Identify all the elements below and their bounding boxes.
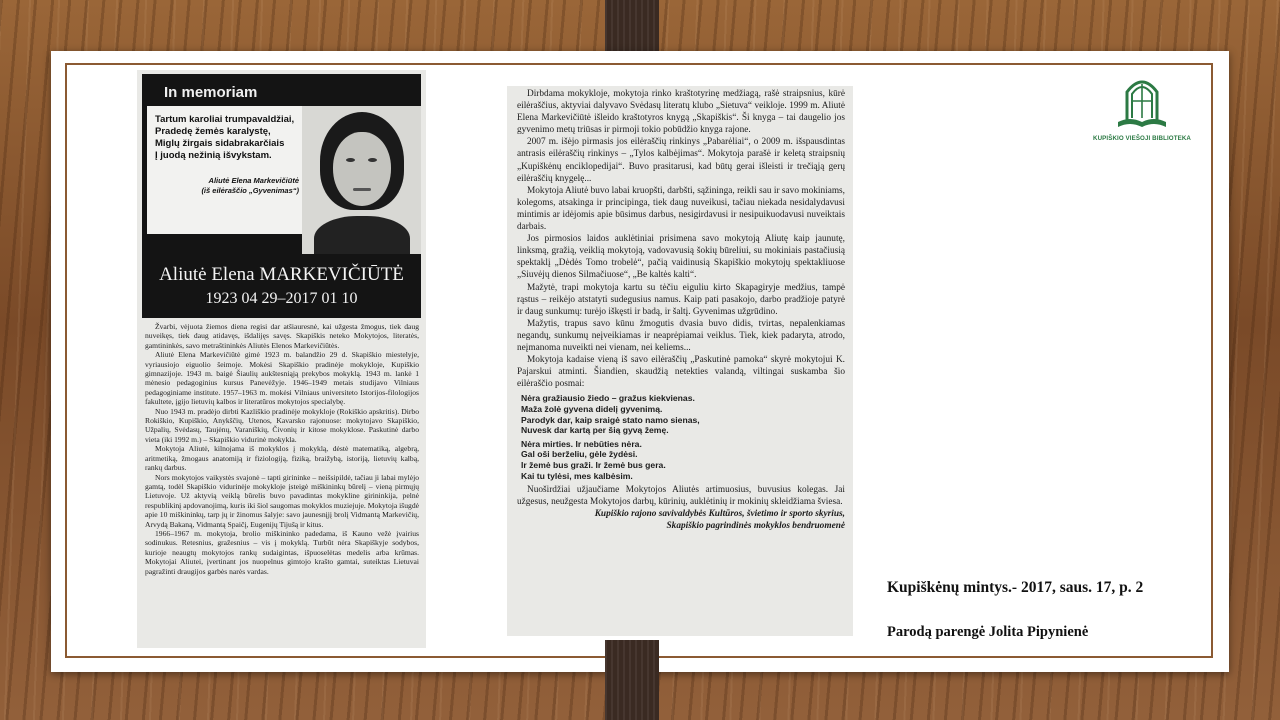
poem-stanza-2 [521,439,845,481]
signature-line: Kupiškio rajono savivaldybės Kultūros, švietimo ir sporto skyrius, [594,509,845,520]
library-window-book-icon [1082,70,1202,132]
epigraph-line: Į juodą nežinią išvykstam. [155,150,272,161]
portrait-mouth [353,188,371,191]
epigraph-box [147,106,302,234]
portrait-eye-right [368,158,377,162]
signature [517,508,845,532]
poem-line: Maža žolė gyvena didelį gyvenimą. [521,403,663,414]
newspaper-clipping-left [137,70,426,648]
poem-line: Kai tu tylėsi, mes kalbėsim. [521,470,633,481]
in-memoriam-heading: In memoriam [164,84,258,101]
obituary-paragraph: Mokytoja Aliutė, kilnojama iš mokyklos į mokyklą, dėstė matematiką, algebrą, aritmetiką, žmogaus anatomiją ir fiziologiją, fiziką, braižybą, istoriją, lietuvių kalbą, rankų darbus. [145,444,419,473]
library-logo-text: KUPIŠKIO VIEŠOJI BIBLIOTEKA [1093,135,1191,142]
obituary-paragraph: Aliutė Elena Markevičiūtė gimė 1923 m. balandžio 29 d. Skapiškio miestelyje, vyriausiojo eiguolio šeimoje. Mokėsi Skapiškio pradinėje mokykloje, Kupiškio gimnazijoje. 1943 m. baigė Šiaulių aukštesniąją prekybos mokyklą. 1943 m. lankė 1 mėnesio pedagoginius kursus Panevėžyje. 1946–1949 metais studijavo Vilniaus pedagoginiame institute. 1957–1963 m. mokėsi Vilniaus universiteto Istorijos-filologijos fakultete, įgijo lietuvių kalbos ir literatūros mokytojos specialybę. [145,350,419,407]
portrait-photo [302,106,421,254]
obituary-paragraph: Nors mokytojos vaikystės svajonė – tapti girininke – neišsipildė, tačiau ji labai mylėjo gamtą, todėl Skapiškio vidurinėje mokykloje įsteigė miškininkų būrelį – vieną pirmųjų Lietuvoje. Už aktyvią veiklą būrelis buvo pavadintas mokykline girininkija, pelnė respublikinį apdovanojimą, kuris iki šiol saugomas mokyklos muziejuje. Mokytoja išugdė apie 10 miškininkų, tarp jų ir žinomus šalyje: savo jaunesnįjį brolį Vidmantą Markevičių, Arvydą Bakaną, Vidmantą Spaičį, Eugenijų Tijušą ir kitus. [145,472,419,529]
signature-line: Skapiškio pagrindinės mokyklos bendruomenė [666,521,845,532]
obituary-paragraph: Jos pirmosios laidos auklėtiniai prisimena savo mokytoją Aliutę kaip jaunutę, linksmą, gražią, veiklią mokytoją, vadovavusią šokių būreliui, su mokiniais pastačiusią spektaklį „Dėdės Tomo trobelė“, pačią vaidinusią Skapiškio mokytojų spektakliuose „Siuvėjų dienos Silmačiuose“, „Be kaltės kalti“. [517,234,845,281]
poem-line: Nuvesk dar kartą per šią gyvą žemę. [521,425,669,436]
poem-line: Gal oši berželiu, gėle žydėsi. [521,449,638,460]
epigraph-author: Aliutė Elena Markevičiūtė [208,176,299,185]
life-dates: 1923 04 29–2017 01 10 [205,290,358,307]
poem-line: Nėra mirties. Ir nebūties nėra. [521,438,642,449]
ribbon-bottom [605,640,659,720]
poem-line: Ir žemė bus graži. Ir žemė bus gera. [521,459,666,470]
obituary-paragraph: 1966–1967 m. mokytoja, brolio miškininko padedama, iš Kauno vežė įvairius sodinukus. Retesnius, gražesnius – vis į mokyklą. Turbūt nėra Skapiškyje sodybos, kurioje neaugtų mokytojos rankų sudaigintas, išpuoselėtas medelis arba krūmas. Mokytojai Aliutei, įvertinant jos nuopelnus gimtojo krašto gamtai, suteiktas Lietuvai pagražinti draugijos garbės narės vardas. [145,528,419,576]
epigraph-source [187,176,299,196]
source-citation: Kupiškėnų mintys.- 2017, saus. 17, p. 2 [887,579,1144,596]
condolence-paragraph: Nuoširdžiai užjaučiame Mokytojos Aliutės artimuosius, buvusius kolegas. Jai užgesus, neužgesta Mokytojos darbų, kūrinių, auklėtinių ir mokinių skleidžiama šviesa. [517,485,845,508]
deceased-name: Aliutė Elena MARKEVIČIŪTĖ [159,264,404,285]
library-logo [1082,70,1202,152]
exhibition-credit: Parodą parengė Jolita Pipynienė [887,624,1089,640]
obituary-paragraph: Žvarbi, vėjuota žiemos diena regisi dar atšiauresnė, kai užgesta žmogus, tiek daug nuveikęs, tiek daug atidavęs, išdalijęs savęs. Skapiškis neteko Mokytojos, literatės, gamtininkės, savo metraštininkės Aliutės Elenos Markevičiūtės. [145,322,419,350]
poem-line: Nėra gražiausio žiedo – gražus kiekvienas. [521,393,695,404]
obituary-paragraph: Mažytis, trapus savo kūnu žmogutis dvasia buvo didis, tvirtas, nepalenkiamas negandų, sunkumų neįveikiamas ir neaprėpiamai veiklus. Tiek, kiek padaryta, atrodo, neįmanoma nuveikti nei vienam, nei keliems... [517,318,845,353]
portrait-eye-left [346,158,355,162]
newspaper-clipping-right [507,86,853,636]
portrait-face [333,132,391,206]
obituary-paragraph: 2007 m. išėjo pirmasis jos eilėraščių rinkinys „Pabarėliai“, o 2009 m. išspausdintas antrasis eilėraščių rinkinys – „Tylos kalbėjimas“. Mokytoja parašė ir keletą straipsnių „Kupiškėnų enciklopedijai“. Buvo prasitarusi, kad būtų gerai išleisti ir trečiąją gerų eilėraščių knygelę... [517,137,845,184]
obituary-paragraph: Mokytoja kadaise vieną iš savo eilėraščių „Paskutinė pamoka“ skyrė mokytojui K. Pajarskui atminti. Šiandien, skaudžią netekties valandą, viltingai suskamba šio eilėraščio posmai: [517,355,845,390]
obituary-body-right [517,88,845,532]
memoriam-header-block [142,74,421,318]
epigraph-work: (iš eilėraščio „Gyvenimas“) [201,186,299,195]
epigraph-line: Pradedę žemės karalystę, [155,126,271,137]
obituary-paragraph: Mažytė, trapi mokytoja kartu su tėčiu eiguliu kirto Skapagiryje medžius, tampė rąstus – reikėjo atstatyti sudegusius namus. Kaip pati pasakojo, darbo pradžioje patyrė ir daug sunkumų: turėjo iškęsti ir badą, ir šaltį. Gyvenimas užgrūdino. [517,282,845,317]
poem-stanza-1 [521,393,845,435]
epigraph-poem [155,114,295,162]
portrait-shoulders [314,216,410,254]
obituary-paragraph: Mokytoja Aliutė buvo labai kruopšti, darbšti, sąžininga, reikli sau ir savo mokiniams, kolegoms, atsakinga ir principinga, tiek daug nuveikusi, tačiau niekada nesidalydavusi mintimis ar idėjomis apie būsimus darbus, nesigirdavusi ir nesipuikuodavusi nuveiktais darbais. [517,185,845,233]
epigraph-line: Tartum karoliai trumpavaldžiai, [155,114,295,125]
epigraph-line: Miglų žirgais sidabrakarčiais [155,138,285,149]
obituary-paragraph: Nuo 1943 m. pradėjo dirbti Kazliškio pradinėje mokykloje (Rokiškio apskritis). Dirbo Rokiškio, Kupiškio, Anykščių, Utenos, Kavarsko rajonuose: mokytojavo Skapiškio, Užpalių, Svėdasų, Taujėnų, Varaniškių, Čivonių ir kitose mokyklose. Paskutinė darbo vieta (iki 1992 m.) – Skapiškio vidurinė mokykla. [145,406,419,444]
obituary-paragraph: Dirbdama mokykloje, mokytoja rinko kraštotyrinę medžiagą, rašė straipsnius, kūrė eilėraščius, aktyviai dalyvavo Svėdasų literatų klubo „Sietuva“ veikloje. 1999 m. Aliutė Elena Markevičiūtė išleido kraštotyros knygą „Skapiškis“. Ši knyga – tai daugelio jos gyvenimo metų triūsas ir pirmoji tokio pobūdžio knyga rajone. [517,89,845,136]
obituary-body-left [145,322,419,576]
poem-line: Parodyk dar, kaip sraigė stato namo sienas, [521,414,700,425]
